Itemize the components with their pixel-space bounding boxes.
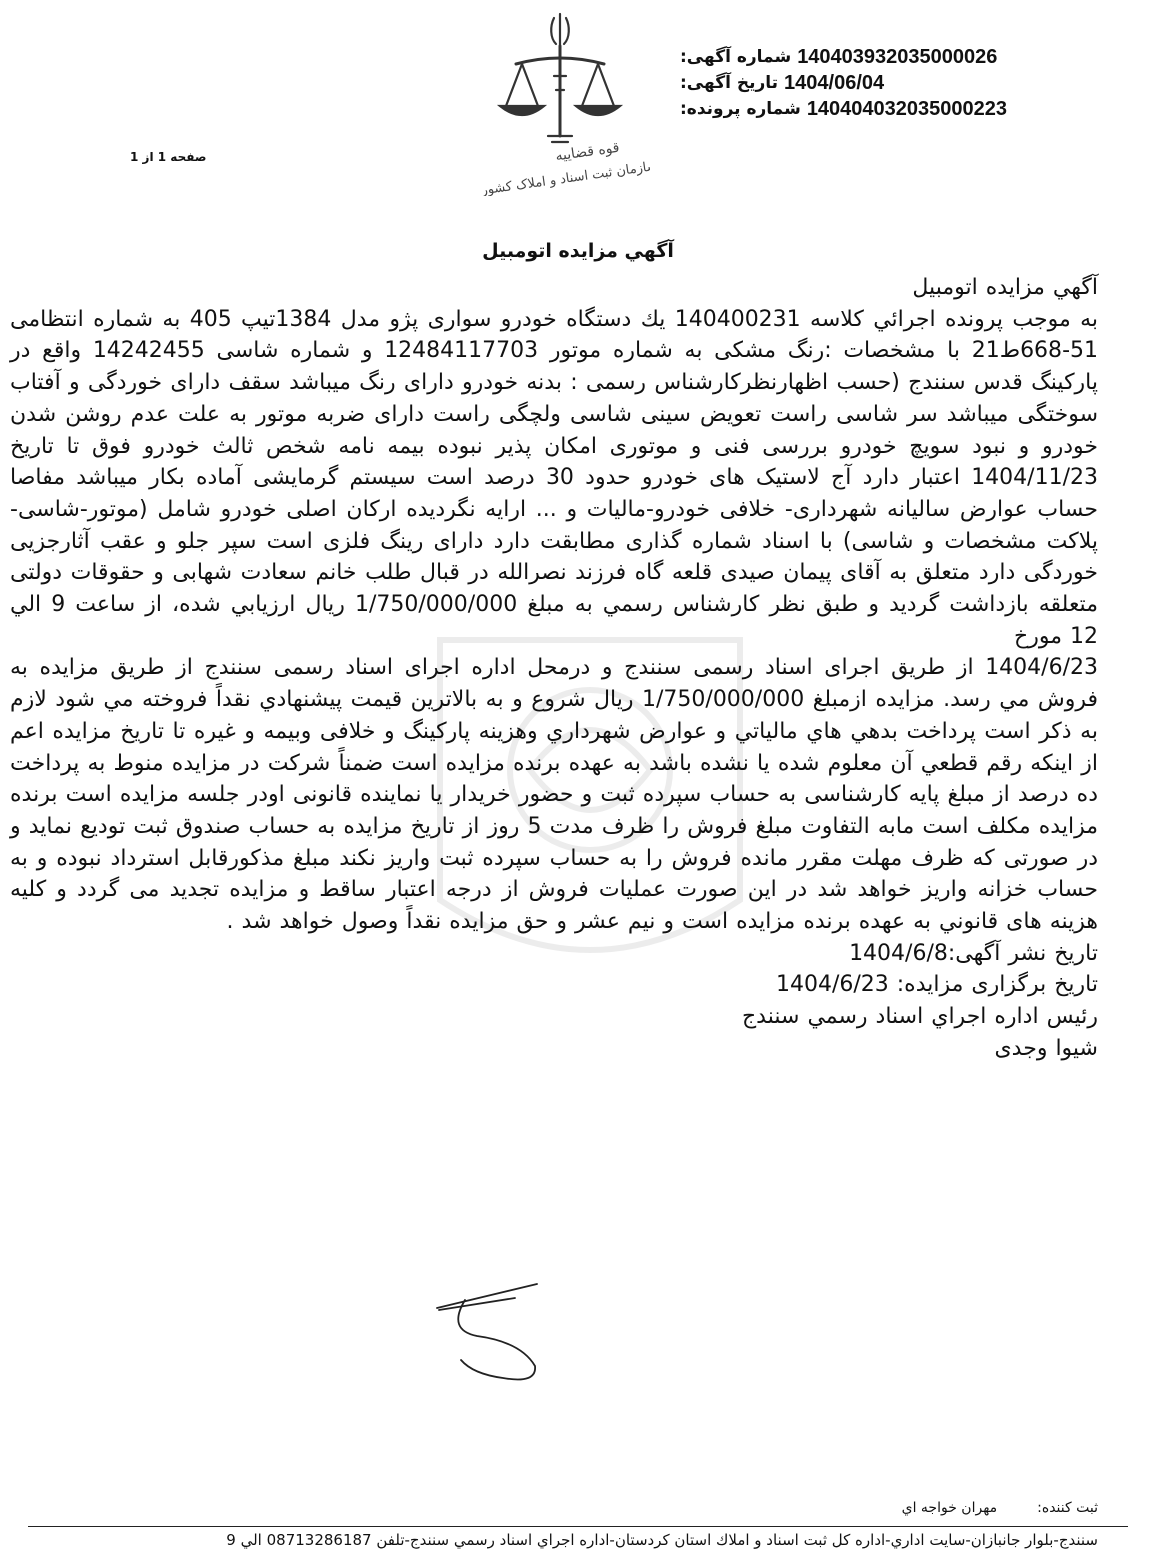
scales-of-justice-icon: [470, 6, 650, 196]
notice-date: 1404/06/04: [784, 72, 885, 94]
notice-date-row: [680, 70, 1100, 96]
notice-number: 140403932035000026: [797, 46, 998, 68]
body-paragraph-heading: آگهي مزايده اتومبيل: [912, 275, 1098, 300]
signature-icon: [425, 1270, 565, 1390]
handwritten-signature: [425, 1270, 565, 1390]
notice-meta: [680, 44, 1100, 122]
auction-date-line: تاريخ برگزاری مزايده: 1404/6/23: [775, 972, 1098, 998]
file-number-row: [680, 96, 1100, 122]
file-number-label: شماره پرونده:: [680, 99, 801, 119]
judiciary-emblem: [470, 6, 650, 196]
notice-body: [10, 272, 1098, 1065]
signer-name: شيوا وجدی: [994, 1035, 1098, 1061]
footer-address: سنندج-بلوار جانبازان-سايت اداري-اداره كل ثبت اسناد و املاك استان كردستان-اداره اجراي اسناد رسمي سنندج-تلفن 08713286187 الي 9: [226, 1531, 1098, 1549]
notice-number-row: [680, 44, 1100, 70]
body-paragraph-terms: 1404/6/23 از طریق اجرای اسناد رسمی سنندج و درمحل اداره اجرای اسناد رسمی سنندج از طريق مزايده به فروش مي رسد. مزايده ازمبلغ 1/750/000/000 ريال شروع و به بالاترين قيمت پيشنهادي نقداً فروخته مي شود لازم به ذكر است پرداخت بدهي هاي مالياتي و عوارض شهرداري وهزينه پاركينگ و خلافی وبیمه و غیره تا تاریخ مزایده اعم از اینکه رقم قطعي آن معلوم شده یا نشده باشد به عهده برنده مزایده است ضمناً شرکت در مزایده منوط به پرداخت ده درصد از مبلغ پایه کارشناسی به حساب سپرده ثبت و حضور خریدار یا نماینده قانونی اودر جلسه مزایده است برنده مزایده مکلف است مابه التفاوت مبلغ فروش را ظرف مدت 5 روز از تاریخ مزایده به حساب صندوق ثبت تودیع نماید و در صورتی که ظرف مهلت مقرر مانده فروش را به حساب سپرده ثبت واریز نکند مبلغ مذکورقابل استرداد نبوده و به حساب خزانه واریز خواهد شد در این صورت عملیات فروش از درجه اعتبار ساقط و مزایده تجدید می گردد و کلیه هزینه های قانوني به عهده برنده مزايده است و نيم عشر و حق مزايده نقداً وصول خواهد شد .: [10, 655, 1098, 935]
registrar: [902, 1500, 1098, 1516]
svg-text:سازمان ثبت اسناد و املاک کشور: سازمان ثبت اسناد و املاک کشور: [480, 158, 650, 196]
footer-divider: [28, 1526, 1128, 1527]
signer-title: رئيس اداره اجراي اسناد رسمي سنندج: [741, 1004, 1098, 1030]
body-paragraph-vehicle: به موجب پرونده اجرائي كلاسه 140400231 يك دستگاه خودرو سواری پژو مدل 1384تیپ 405 به شماره انتظامی 51-668ط21 با مشخصات :رنگ مشکی به شماره موتور 12484117703 و شماره شاسی 14242455 واقع در پارکینگ قدس سنندج (حسب اظهارنظرکارشناس رسمی : بدنه خودرو دارای رنگ میباشد سقف دارای خوردگی و آفتاب سوختگی میباشد سر شاسی راست تعویض سینی شاسی ولچگی راست دارای ضربه موتور به علت عدم روشن شدن خودرو و نبود سویچ خودرو بررسی فنی و موتوری امکان پذیر نبوده بیمه نامه شخص ثالث خودرو فوق تا تاریخ 1404/11/23 اعتبار دارد آج لاستیک های خودرو حدود 30 درصد است سیستم گرمایشی آماده بکار میباشد مفاصا حساب عوارض سالیانه شهرداری- خلافی خودرو-مالیات و ... ارایه نگردیده ارکان اصلی خودرو شامل (موتور-شاسی-پلاکت مشخصات و شاسی) با اسناد شماره گذاری مطابقت دارد دارای رینگ فلزی است سپر جلو و عقب آثارجزیی خوردگی دارد متعلق به آقای پیمان صیدی قلعه گاه فرزند نصرالله در قبال طلب خانم سعادت شهابی و حقوقات دولتی متعلقه بازداشت گردید و طبق نظر كارشناس رسمي به مبلغ 1/750/000/000 ريال ارزيابي شده، از ساعت 9 الي 12 مورخ: [10, 306, 1099, 649]
page-title: آگهي مزايده اتومبيل: [482, 240, 674, 262]
page-indicator: صفحه 1 از 1: [130, 150, 207, 164]
registrar-label: ثبت كننده:: [1037, 1500, 1098, 1516]
svg-text:قوه قضاییه: قوه قضاییه: [554, 139, 621, 165]
registrar-name: مهران خواجه اي: [901, 1500, 998, 1516]
notice-date-label: تاریخ آگهی:: [680, 73, 779, 93]
publish-date-line: تاریخ نشر آگهی:1404/6/8: [849, 940, 1098, 966]
notice-number-label: شماره آگهی:: [680, 47, 792, 67]
file-number: 140404032035000223: [806, 98, 1008, 120]
